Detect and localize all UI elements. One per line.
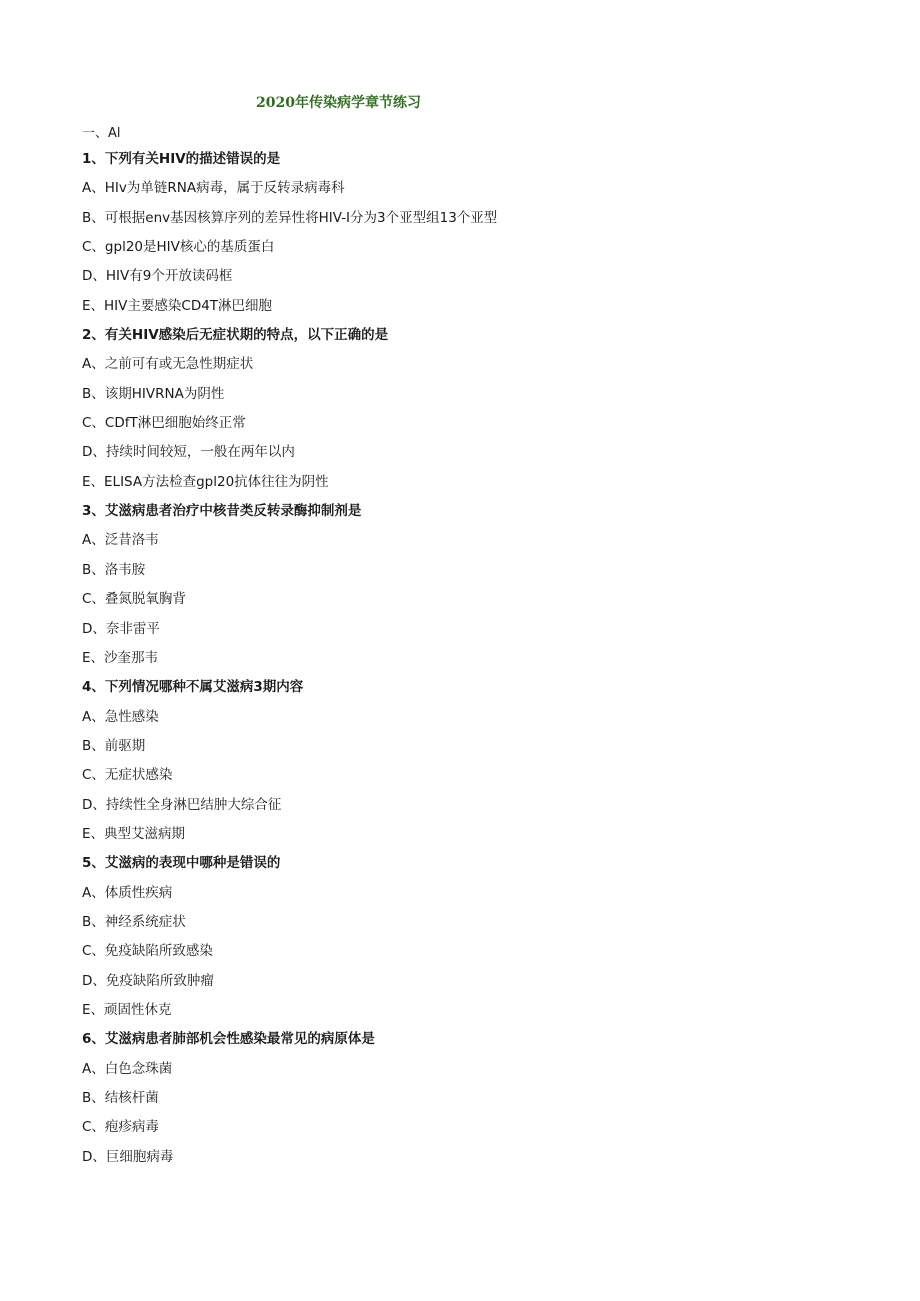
answer-option: D、奈非雷平 [82, 620, 160, 637]
section-heading: 一、Al [82, 126, 121, 141]
question-stem: 2、有关HIV感染后无症状期的特点，以下正确的是 [82, 327, 389, 344]
answer-option: A、泛昔洛韦 [82, 532, 159, 549]
answer-option: A、急性感染 [82, 708, 159, 725]
question-stem: 6、艾滋病患者肺部机会性感染最常见的病原体是 [82, 1031, 375, 1048]
answer-option: E、ELISA方法检查gpl20抗体往往为阴性 [82, 473, 329, 490]
answer-option: C、gpl20是HIV核心的基质蛋白 [82, 239, 275, 256]
answer-option: B、该期HIVRNA为阴性 [82, 385, 225, 402]
answer-option: D、持续性全身淋巴结肿大综合征 [82, 796, 282, 813]
answer-option: E、顽固性休克 [82, 1001, 172, 1018]
answer-option: B、可根据env基因核算序列的差异性将HIV-I分为3个亚型组13个亚型 [82, 209, 498, 226]
answer-option: D、免疫缺陷所致肿瘤 [82, 972, 214, 989]
answer-option: D、HIV有9个开放读码框 [82, 268, 233, 285]
question-stem: 5、艾滋病的表现中哪种是错误的 [82, 855, 281, 872]
answer-option: A、体质性疾病 [82, 884, 173, 901]
answer-option: D、巨细胞病毒 [82, 1148, 174, 1165]
answer-option: E、典型艾滋病期 [82, 825, 186, 842]
answer-option: A、HIv为单链RNA病毒，属于反转录病毒科 [82, 180, 345, 197]
answer-option: C、免疫缺陷所致感染 [82, 943, 213, 960]
answer-option: B、洛韦胺 [82, 561, 146, 578]
question-stem: 3、艾滋病患者治疗中核昔类反转录酶抑制剂是 [82, 503, 362, 520]
question-stem: 4、下列情况哪种不属艾滋病3期内容 [82, 679, 304, 696]
answer-option: C、CDfT淋巴细胞始终正常 [82, 415, 246, 432]
answer-option: B、神经系统症状 [82, 913, 186, 930]
answer-option: B、结核杆菌 [82, 1090, 159, 1106]
answer-option: C、疱疹病毒 [82, 1119, 159, 1136]
answer-option: D、持续时间较短，一般在两年以内 [82, 444, 295, 461]
question-stem: 1、下列有关HIV的描述错误的是 [82, 151, 281, 167]
answer-option: E、HIV主要感染CD4T淋巴细胞 [82, 297, 273, 314]
answer-option: B、前驱期 [82, 737, 146, 754]
answer-option: A、白色念珠菌 [82, 1060, 173, 1077]
answer-option: C、无症状感染 [82, 767, 173, 784]
answer-option: E、沙奎那韦 [82, 649, 159, 666]
question-list [82, 145, 842, 1172]
document-title: 2020年传染病学章节练习 [256, 95, 421, 111]
answer-option: C、叠氮脱氧胸背 [82, 591, 186, 608]
answer-option: A、之前可有或无急性期症状 [82, 356, 254, 373]
